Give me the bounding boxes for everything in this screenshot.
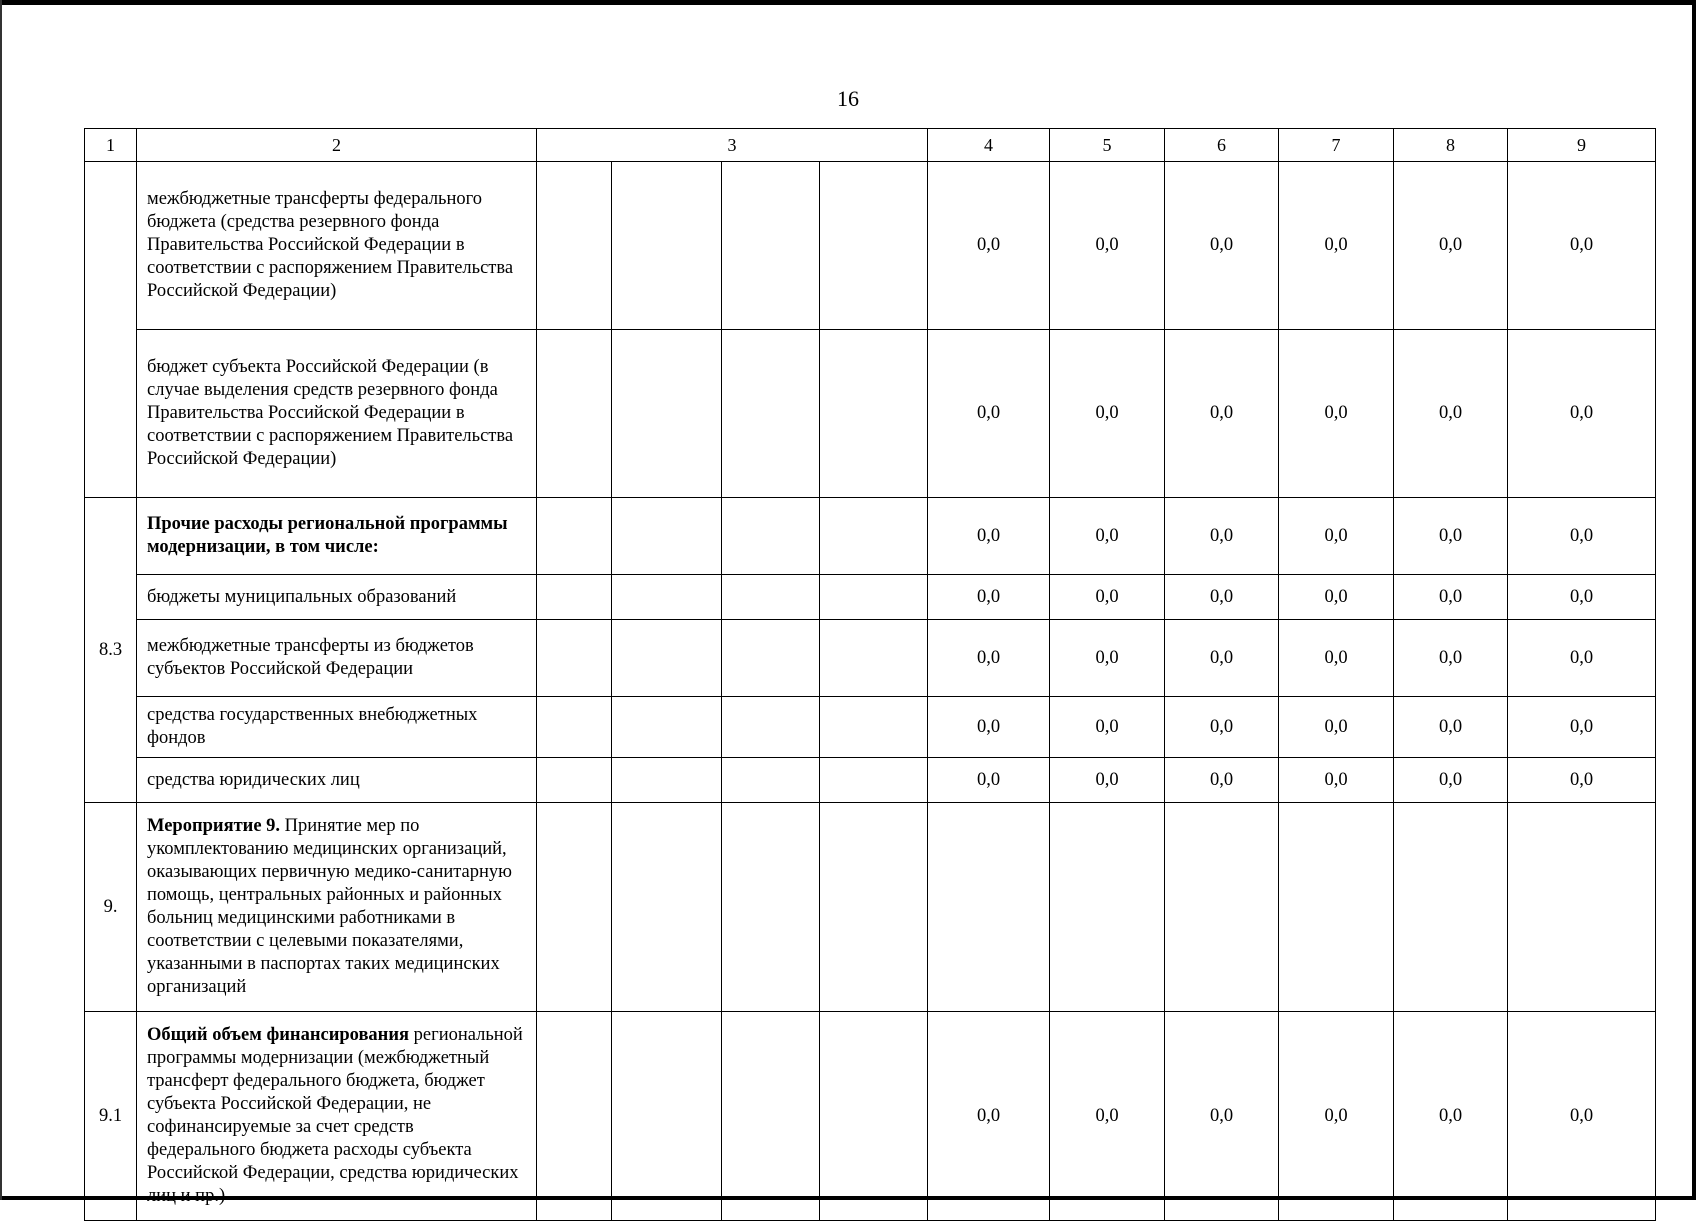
row-description: средства государственных внебюджетных фондов xyxy=(137,697,537,758)
blank-cell xyxy=(722,697,820,758)
blank-cell xyxy=(612,330,722,498)
page-frame-right xyxy=(1692,0,1696,1200)
blank-cell xyxy=(820,1012,928,1221)
blank-cell xyxy=(612,162,722,330)
value-cell: 0,0 xyxy=(1050,1012,1165,1221)
blank-cell xyxy=(537,575,612,620)
table-row xyxy=(85,1012,1656,1221)
value-cell: 0,0 xyxy=(1050,697,1165,758)
blank-cell xyxy=(537,758,612,803)
row-description-bold: Мероприятие 9. xyxy=(147,816,281,836)
blank-cell xyxy=(820,697,928,758)
value-cell: 0,0 xyxy=(1394,575,1508,620)
column-header: 7 xyxy=(1279,129,1394,162)
value-cell: 0,0 xyxy=(1165,758,1279,803)
row-description-text: региональной программы модернизации (межбюджетный трансферт федерального бюджета, бюджет субъекта Российской Федерации, не софинансируемые за счет средств федерального бюджета расходы субъекта Российской Федерации, средства юридических лиц и пр.) xyxy=(147,1025,523,1206)
value-cell: 0,0 xyxy=(1279,330,1394,498)
value-cell: 0,0 xyxy=(1165,330,1279,498)
value-cell: 0,0 xyxy=(928,575,1050,620)
row-number-cell: 9. xyxy=(85,803,137,1012)
value-cell: 0,0 xyxy=(1508,498,1656,575)
blank-cell xyxy=(820,620,928,697)
table-row xyxy=(85,330,1656,498)
blank-cell xyxy=(612,620,722,697)
blank-cell xyxy=(722,803,820,1012)
blank-cell xyxy=(820,575,928,620)
value-cell: 0,0 xyxy=(1165,498,1279,575)
row-description-bold: Общий объем финансирования xyxy=(147,1025,410,1045)
value-cell: 0,0 xyxy=(1394,620,1508,697)
blank-cell xyxy=(537,803,612,1012)
value-cell: 0,0 xyxy=(928,697,1050,758)
column-header: 8 xyxy=(1394,129,1508,162)
blank-cell xyxy=(722,575,820,620)
column-header: 2 xyxy=(137,129,537,162)
value-cell: 0,0 xyxy=(1050,498,1165,575)
row-description-text: Принятие мер по укомплектованию медицинских организаций, оказывающих первичную медико-санитарную помощь, центральных районных и районных больниц медицинскими работниками в соответствии с целевыми показателями, указанными в паспортах таких медицинских организаций xyxy=(147,816,512,997)
value-cell: 0,0 xyxy=(1394,330,1508,498)
blank-cell xyxy=(1165,803,1279,1012)
blank-cell xyxy=(722,1012,820,1221)
blank-cell xyxy=(820,803,928,1012)
value-cell: 0,0 xyxy=(1279,162,1394,330)
value-cell: 0,0 xyxy=(928,1012,1050,1221)
blank-cell xyxy=(722,162,820,330)
value-cell: 0,0 xyxy=(1394,1012,1508,1221)
table-row xyxy=(85,575,1656,620)
row-description: средства юридических лиц xyxy=(137,758,537,803)
value-cell: 0,0 xyxy=(1508,162,1656,330)
value-cell: 0,0 xyxy=(928,620,1050,697)
blank-cell xyxy=(722,620,820,697)
value-cell: 0,0 xyxy=(1165,620,1279,697)
table-row xyxy=(85,498,1656,575)
value-cell: 0,0 xyxy=(1165,162,1279,330)
row-description xyxy=(137,803,537,1012)
column-header: 9 xyxy=(1508,129,1656,162)
column-header: 5 xyxy=(1050,129,1165,162)
column-header: 3 xyxy=(537,129,928,162)
row-number-cell: 9.1 xyxy=(85,1012,137,1221)
value-cell: 0,0 xyxy=(1508,330,1656,498)
blank-cell xyxy=(537,162,612,330)
value-cell: 0,0 xyxy=(1279,620,1394,697)
row-number-cell: 8.3 xyxy=(85,498,137,803)
row-description: межбюджетные трансферты из бюджетов субъектов Российской Федерации xyxy=(137,620,537,697)
value-cell: 0,0 xyxy=(1050,162,1165,330)
blank-cell xyxy=(1279,803,1394,1012)
value-cell: 0,0 xyxy=(928,162,1050,330)
value-cell: 0,0 xyxy=(1279,1012,1394,1221)
value-cell: 0,0 xyxy=(1508,620,1656,697)
blank-cell xyxy=(820,758,928,803)
table-row xyxy=(85,620,1656,697)
page-number: 16 xyxy=(837,86,859,111)
table-row xyxy=(85,758,1656,803)
value-cell: 0,0 xyxy=(1050,575,1165,620)
row-description xyxy=(137,1012,537,1221)
value-cell: 0,0 xyxy=(1508,758,1656,803)
page-frame-left xyxy=(0,0,2,1200)
value-cell: 0,0 xyxy=(1508,1012,1656,1221)
blank-cell xyxy=(1394,803,1508,1012)
value-cell: 0,0 xyxy=(1050,620,1165,697)
row-description: межбюджетные трансферты федерального бюджета (средства резервного фонда Правительства Российской Федерации в соответствии с распоряжением Правительства Российской Федерации) xyxy=(137,162,537,330)
value-cell: 0,0 xyxy=(1165,697,1279,758)
blank-cell xyxy=(722,758,820,803)
blank-cell xyxy=(612,1012,722,1221)
value-cell: 0,0 xyxy=(1165,575,1279,620)
value-cell: 0,0 xyxy=(1508,575,1656,620)
blank-cell xyxy=(820,162,928,330)
blank-cell xyxy=(537,498,612,575)
table-row xyxy=(85,803,1656,1012)
row-description: бюджеты муниципальных образований xyxy=(137,575,537,620)
value-cell: 0,0 xyxy=(928,330,1050,498)
blank-cell xyxy=(612,758,722,803)
blank-cell xyxy=(537,697,612,758)
row-description: бюджет субъекта Российской Федерации (в случае выделения средств резервного фонда Правительства Российской Федерации в соответствии с распоряжением Правительства Российской Федерации) xyxy=(137,330,537,498)
blank-cell xyxy=(612,498,722,575)
table-row xyxy=(85,697,1656,758)
blank-cell xyxy=(1050,803,1165,1012)
column-header: 1 xyxy=(85,129,137,162)
page-frame-top xyxy=(0,0,1696,5)
value-cell: 0,0 xyxy=(1050,330,1165,498)
value-cell: 0,0 xyxy=(928,758,1050,803)
row-description: Прочие расходы региональной программы модернизации, в том числе: xyxy=(137,498,537,575)
blank-cell xyxy=(612,575,722,620)
blank-cell xyxy=(820,330,928,498)
blank-cell xyxy=(820,498,928,575)
table-header-row xyxy=(85,129,1656,162)
value-cell: 0,0 xyxy=(1394,498,1508,575)
table-row xyxy=(85,162,1656,330)
value-cell: 0,0 xyxy=(928,498,1050,575)
value-cell: 0,0 xyxy=(1279,575,1394,620)
blank-cell xyxy=(722,498,820,575)
blank-cell xyxy=(928,803,1050,1012)
value-cell: 0,0 xyxy=(1279,758,1394,803)
blank-cell xyxy=(537,1012,612,1221)
row-number-cell xyxy=(85,162,137,498)
value-cell: 0,0 xyxy=(1508,697,1656,758)
value-cell: 0,0 xyxy=(1279,697,1394,758)
column-header: 6 xyxy=(1165,129,1279,162)
value-cell: 0,0 xyxy=(1394,162,1508,330)
blank-cell xyxy=(612,803,722,1012)
column-header: 4 xyxy=(928,129,1050,162)
blank-cell xyxy=(722,330,820,498)
blank-cell xyxy=(537,330,612,498)
value-cell: 0,0 xyxy=(1394,697,1508,758)
blank-cell xyxy=(612,697,722,758)
value-cell: 0,0 xyxy=(1394,758,1508,803)
value-cell: 0,0 xyxy=(1165,1012,1279,1221)
blank-cell xyxy=(537,620,612,697)
value-cell: 0,0 xyxy=(1050,758,1165,803)
financing-table xyxy=(84,128,1656,1221)
value-cell: 0,0 xyxy=(1279,498,1394,575)
blank-cell xyxy=(1508,803,1656,1012)
